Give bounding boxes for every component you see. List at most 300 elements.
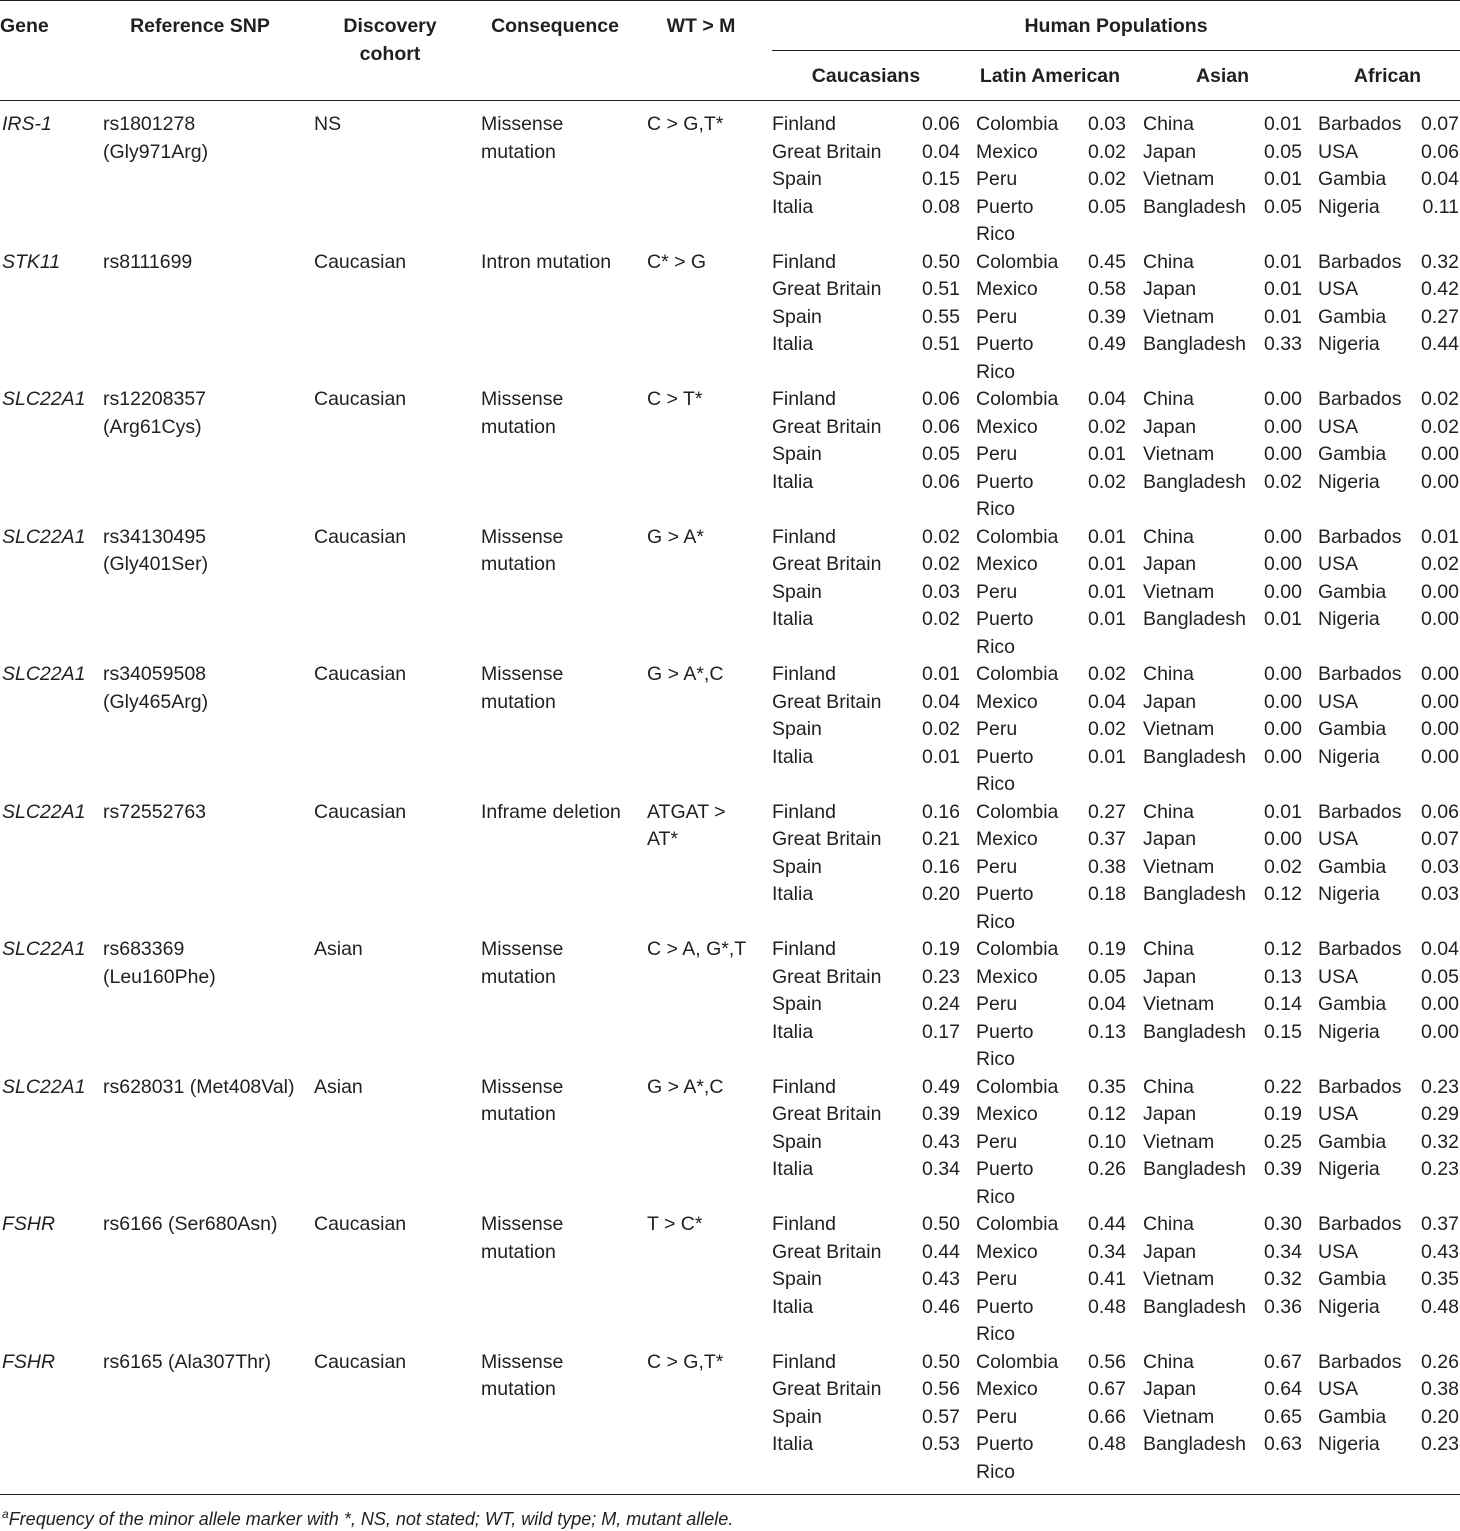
- frequency-latin-american: 0.49: [1088, 333, 1126, 355]
- frequency-asian: 0.12: [1264, 938, 1302, 960]
- frequency-latin-american: 0.67: [1088, 1378, 1126, 1400]
- country-asian: Vietnam: [1143, 168, 1215, 190]
- header-populations: Human Populations: [1024, 15, 1208, 37]
- frequency-latin-american: 0.05: [1088, 965, 1126, 988]
- country-asian: Bangladesh: [1143, 745, 1247, 768]
- country-asian: Bangladesh: [1143, 1158, 1247, 1180]
- frequency-asian: 0.05: [1264, 195, 1302, 218]
- frequency-caucasians: 0.17: [922, 1020, 960, 1043]
- frequency-caucasians: 0.53: [922, 1433, 960, 1455]
- frequency-asian: 0.02: [1264, 470, 1302, 493]
- frequency-african: 0.27: [1421, 305, 1459, 328]
- snp-cell: rs6165 (Ala307Thr): [103, 1350, 271, 1373]
- frequency-caucasians: 0.19: [922, 938, 960, 960]
- country-caucasians: Great Britain: [772, 690, 882, 713]
- frequency-latin-american: 0.02: [1088, 168, 1126, 190]
- frequency-caucasians: 0.51: [922, 333, 960, 355]
- frequency-latin-american: 0.37: [1088, 828, 1126, 850]
- consequence-cell: mutation: [481, 553, 556, 575]
- country-caucasians: Italia: [772, 883, 814, 905]
- frequency-latin-american: 0.02: [1088, 415, 1126, 438]
- country-asian: Japan: [1143, 965, 1197, 988]
- frequency-caucasians: 0.24: [922, 993, 960, 1015]
- country-latin-american: Puerto Rico: [976, 1020, 1034, 1070]
- frequency-latin-american: 0.01: [1088, 580, 1126, 603]
- gene-cell: STK11: [2, 250, 61, 273]
- frequency-asian: 0.00: [1264, 443, 1302, 465]
- country-asian: Vietnam: [1143, 580, 1215, 603]
- frequency-african: 0.48: [1421, 1295, 1459, 1318]
- country-caucasians: Finland: [772, 525, 836, 548]
- frequency-african: 0.00: [1421, 580, 1459, 603]
- country-african: Nigeria: [1318, 1295, 1380, 1318]
- frequency-african: 0.23: [1421, 1158, 1459, 1180]
- gene-cell: FSHR: [2, 1350, 56, 1373]
- frequency-latin-american: 0.01: [1088, 608, 1126, 630]
- frequency-caucasians: 0.44: [922, 1240, 960, 1263]
- frequency-african: 0.44: [1421, 333, 1459, 355]
- gene-cell: FSHR: [2, 1213, 56, 1235]
- country-latin-american: Peru: [976, 1405, 1018, 1428]
- header-wtm: WT > M: [666, 15, 736, 37]
- country-latin-american: Puerto Rico: [976, 883, 1034, 933]
- consequence-cell: Missense: [481, 388, 564, 410]
- country-latin-american: Puerto Rico: [976, 745, 1034, 795]
- country-latin-american: Puerto Rico: [976, 195, 1034, 245]
- frequency-asian: 0.00: [1264, 415, 1302, 438]
- gene-cell: SLC22A1: [2, 938, 86, 960]
- country-caucasians: Great Britain: [772, 965, 882, 988]
- frequency-latin-american: 0.41: [1088, 1268, 1126, 1290]
- gene-cell: SLC22A1: [2, 663, 86, 685]
- frequency-caucasians: 0.46: [922, 1295, 960, 1318]
- frequency-asian: 0.02: [1264, 855, 1302, 878]
- cohort-cell: Caucasian: [314, 1350, 407, 1373]
- frequency-asian: 0.01: [1264, 250, 1302, 273]
- frequency-latin-american: 0.02: [1088, 470, 1126, 493]
- frequency-caucasians: 0.50: [922, 250, 960, 273]
- country-latin-american: Mexico: [976, 965, 1038, 988]
- frequency-asian: 0.01: [1264, 800, 1302, 823]
- frequency-caucasians: 0.01: [922, 745, 960, 768]
- country-latin-american: Puerto Rico: [976, 333, 1034, 383]
- consequence-cell: mutation: [481, 690, 556, 713]
- country-asian: Japan: [1143, 1378, 1197, 1400]
- wt-m-cell: C > A, G*,T: [647, 938, 747, 960]
- frequency-caucasians: 0.04: [922, 140, 960, 163]
- consequence-cell: mutation: [481, 1378, 556, 1400]
- frequency-asian: 0.00: [1264, 580, 1302, 603]
- country-latin-american: Mexico: [976, 1378, 1038, 1400]
- frequency-asian: 0.13: [1264, 965, 1302, 988]
- snp-cell: rs6166 (Ser680Asn): [103, 1213, 278, 1235]
- country-asian: Vietnam: [1143, 855, 1215, 878]
- country-latin-american: Colombia: [976, 1075, 1059, 1098]
- frequency-african: 0.00: [1421, 470, 1459, 493]
- country-caucasians: Great Britain: [772, 415, 882, 438]
- frequency-african: 0.07: [1421, 828, 1459, 850]
- frequency-latin-american: 0.02: [1088, 718, 1126, 740]
- frequency-asian: 0.01: [1264, 305, 1302, 328]
- frequency-latin-american: 0.13: [1088, 1020, 1126, 1043]
- consequence-cell: mutation: [481, 965, 556, 988]
- header-group-caucasians: Caucasians: [811, 65, 921, 87]
- country-caucasians: Italia: [772, 1020, 814, 1043]
- frequency-african: 0.43: [1421, 1240, 1459, 1263]
- country-african: USA: [1318, 278, 1359, 300]
- frequency-asian: 0.01: [1264, 168, 1302, 190]
- snp-cell: (Gly465Arg): [103, 690, 209, 713]
- frequency-caucasians: 0.02: [922, 525, 960, 548]
- frequency-african: 0.00: [1421, 690, 1459, 713]
- frequency-african: 0.00: [1421, 993, 1459, 1015]
- gene-cell: SLC22A1: [2, 388, 86, 410]
- frequency-asian: 0.15: [1264, 1020, 1302, 1043]
- frequency-asian: 0.30: [1264, 1213, 1302, 1235]
- country-caucasians: Finland: [772, 1350, 836, 1373]
- country-asian: China: [1143, 113, 1194, 135]
- frequency-asian: 0.00: [1264, 525, 1302, 548]
- country-latin-american: Mexico: [976, 553, 1038, 575]
- snp-cell: rs628031 (Met408Val): [103, 1075, 295, 1098]
- frequency-asian: 0.00: [1264, 690, 1302, 713]
- frequency-caucasians: 0.16: [922, 800, 960, 823]
- frequency-asian: 0.22: [1264, 1075, 1302, 1098]
- country-african: USA: [1318, 965, 1359, 988]
- country-caucasians: Great Britain: [772, 1103, 882, 1125]
- country-asian: China: [1143, 250, 1194, 273]
- frequency-asian: 0.33: [1264, 333, 1302, 355]
- wt-m-cell: ATGAT >: [647, 800, 726, 823]
- country-latin-american: Colombia: [976, 113, 1059, 135]
- frequency-caucasians: 0.43: [922, 1130, 960, 1153]
- wt-m-cell: AT*: [647, 828, 679, 850]
- country-asian: China: [1143, 938, 1194, 960]
- frequency-asian: 0.19: [1264, 1103, 1302, 1125]
- frequency-asian: 0.00: [1264, 663, 1302, 685]
- frequency-african: 0.35: [1421, 1268, 1459, 1290]
- country-african: Nigeria: [1318, 883, 1380, 905]
- frequency-caucasians: 0.20: [922, 883, 960, 905]
- bottom-rule: [0, 1494, 1460, 1495]
- wt-m-cell: C > T*: [647, 388, 703, 410]
- country-latin-american: Mexico: [976, 278, 1038, 300]
- frequency-african: 0.04: [1421, 938, 1459, 960]
- frequency-african: 0.00: [1421, 443, 1459, 465]
- frequency-caucasians: 0.51: [922, 278, 960, 300]
- footnote-text: Frequency of the minor allele marker with *, NS, not stated; WT, wild type; M, mutant allele.: [8, 1509, 734, 1529]
- consequence-cell: mutation: [481, 1240, 556, 1263]
- frequency-latin-american: 0.66: [1088, 1405, 1126, 1428]
- country-caucasians: Finland: [772, 800, 836, 823]
- frequency-african: 0.06: [1421, 140, 1459, 163]
- frequency-caucasians: 0.04: [922, 690, 960, 713]
- country-latin-american: Peru: [976, 1130, 1018, 1153]
- consequence-cell: mutation: [481, 415, 556, 438]
- frequency-latin-american: 0.01: [1088, 745, 1126, 768]
- country-caucasians: Spain: [772, 305, 822, 328]
- top-rule: [0, 0, 1460, 1]
- country-african: Gambia: [1318, 855, 1387, 878]
- country-african: Barbados: [1318, 938, 1402, 960]
- frequency-caucasians: 0.15: [922, 168, 960, 190]
- country-african: Barbados: [1318, 525, 1402, 548]
- header-consequence: Consequence: [491, 15, 619, 37]
- frequency-african: 0.38: [1421, 1378, 1459, 1400]
- header-snp: Reference SNP: [130, 15, 270, 37]
- frequency-african: 0.00: [1421, 745, 1459, 768]
- country-african: Barbados: [1318, 1350, 1402, 1373]
- frequency-caucasians: 0.06: [922, 113, 960, 135]
- frequency-latin-american: 0.48: [1088, 1433, 1126, 1455]
- country-latin-american: Puerto Rico: [976, 470, 1034, 520]
- cohort-cell: Caucasian: [314, 663, 407, 685]
- country-african: USA: [1318, 1378, 1359, 1400]
- frequency-african: 0.00: [1421, 608, 1459, 630]
- frequency-asian: 0.00: [1264, 828, 1302, 850]
- country-african: Gambia: [1318, 443, 1387, 465]
- header-group-asian: Asian: [1195, 65, 1250, 87]
- cohort-cell: Asian: [314, 1075, 363, 1098]
- country-african: Barbados: [1318, 1075, 1402, 1098]
- snp-cell: rs72552763: [103, 800, 207, 823]
- country-latin-american: Colombia: [976, 250, 1059, 273]
- frequency-latin-american: 0.05: [1088, 195, 1126, 218]
- frequency-asian: 0.67: [1264, 1350, 1302, 1373]
- snp-cell: rs1801278: [103, 113, 196, 135]
- country-caucasians: Finland: [772, 1213, 836, 1235]
- country-african: USA: [1318, 553, 1359, 575]
- country-african: USA: [1318, 828, 1359, 850]
- frequency-caucasians: 0.05: [922, 443, 960, 465]
- country-latin-american: Puerto Rico: [976, 1295, 1034, 1345]
- consequence-cell: Missense: [481, 938, 564, 960]
- frequency-asian: 0.36: [1264, 1295, 1302, 1318]
- header-gene: Gene: [0, 15, 49, 37]
- wt-m-cell: G > A*,C: [647, 1075, 724, 1098]
- country-caucasians: Italia: [772, 470, 814, 493]
- frequency-african: 0.05: [1421, 965, 1459, 988]
- cohort-cell: Caucasian: [314, 250, 407, 273]
- snp-cell: rs683369: [103, 938, 185, 960]
- country-caucasians: Spain: [772, 168, 822, 190]
- frequency-caucasians: 0.06: [922, 470, 960, 493]
- frequency-african: 0.11: [1422, 195, 1459, 218]
- frequency-latin-american: 0.02: [1088, 140, 1126, 163]
- frequency-african: 0.02: [1421, 415, 1459, 438]
- frequency-latin-american: 0.04: [1088, 690, 1126, 713]
- country-caucasians: Spain: [772, 718, 822, 740]
- country-african: Gambia: [1318, 1268, 1387, 1290]
- country-african: Barbados: [1318, 800, 1402, 823]
- frequency-african: 0.23: [1421, 1075, 1459, 1098]
- country-caucasians: Great Britain: [772, 278, 882, 300]
- snp-cell: (Gly971Arg): [103, 140, 209, 163]
- frequency-caucasians: 0.16: [922, 855, 960, 878]
- country-asian: Vietnam: [1143, 993, 1215, 1015]
- frequency-asian: 0.12: [1264, 883, 1302, 905]
- country-latin-american: Peru: [976, 580, 1018, 603]
- frequency-caucasians: 0.06: [922, 388, 960, 410]
- country-african: Gambia: [1318, 718, 1387, 740]
- country-asian: Vietnam: [1143, 1130, 1215, 1153]
- frequency-asian: 0.01: [1264, 113, 1302, 135]
- frequency-asian: 0.00: [1264, 745, 1302, 768]
- consequence-cell: Missense: [481, 663, 564, 685]
- snp-cell: (Arg61Cys): [103, 415, 202, 438]
- country-asian: Japan: [1143, 828, 1197, 850]
- populations-rule: [772, 50, 1460, 51]
- frequency-latin-american: 0.56: [1088, 1350, 1126, 1373]
- country-african: Nigeria: [1318, 470, 1380, 493]
- frequency-african: 0.07: [1421, 113, 1459, 135]
- frequency-asian: 0.39: [1264, 1158, 1302, 1180]
- frequency-latin-american: 0.01: [1088, 525, 1126, 548]
- gene-cell: SLC22A1: [2, 800, 86, 823]
- country-caucasians: Finland: [772, 663, 836, 685]
- country-latin-american: Mexico: [976, 690, 1038, 713]
- country-caucasians: Finland: [772, 250, 836, 273]
- country-asian: Japan: [1143, 1103, 1197, 1125]
- frequency-asian: 0.01: [1264, 278, 1302, 300]
- frequency-latin-american: 0.27: [1088, 800, 1126, 823]
- country-caucasians: Great Britain: [772, 1378, 882, 1400]
- frequency-african: 0.26: [1421, 1350, 1459, 1373]
- country-african: Barbados: [1318, 113, 1402, 135]
- frequency-caucasians: 0.50: [922, 1350, 960, 1373]
- country-caucasians: Italia: [772, 1433, 814, 1455]
- country-latin-american: Colombia: [976, 800, 1059, 823]
- country-latin-american: Puerto Rico: [976, 608, 1034, 658]
- wt-m-cell: G > A*,C: [647, 663, 724, 685]
- country-asian: Bangladesh: [1143, 470, 1247, 493]
- country-african: USA: [1318, 1103, 1359, 1125]
- consequence-cell: Missense: [481, 113, 564, 135]
- frequency-latin-american: 0.38: [1088, 855, 1126, 878]
- frequency-caucasians: 0.06: [922, 415, 960, 438]
- frequency-latin-american: 0.02: [1088, 663, 1126, 685]
- frequency-asian: 0.25: [1264, 1130, 1302, 1153]
- country-asian: Bangladesh: [1143, 608, 1247, 630]
- frequency-asian: 0.00: [1264, 718, 1302, 740]
- frequency-latin-american: 0.45: [1088, 250, 1126, 273]
- snp-cell: rs34130495: [103, 525, 207, 548]
- country-african: Gambia: [1318, 993, 1387, 1015]
- header-rule: [0, 100, 1460, 101]
- country-asian: Vietnam: [1143, 305, 1215, 328]
- frequency-latin-american: 0.39: [1088, 305, 1126, 328]
- country-caucasians: Italia: [772, 608, 814, 630]
- country-asian: Japan: [1143, 140, 1197, 163]
- country-african: Barbados: [1318, 663, 1402, 685]
- frequency-asian: 0.64: [1264, 1378, 1302, 1400]
- frequency-caucasians: 0.02: [922, 608, 960, 630]
- country-latin-american: Peru: [976, 855, 1018, 878]
- country-asian: Japan: [1143, 690, 1197, 713]
- frequency-caucasians: 0.43: [922, 1268, 960, 1290]
- wt-m-cell: G > A*: [647, 525, 704, 548]
- country-latin-american: Peru: [976, 168, 1018, 190]
- frequency-latin-american: 0.26: [1088, 1158, 1126, 1180]
- wt-m-cell: C* > G: [647, 250, 707, 273]
- header-cohort-line1: Discovery: [343, 15, 437, 37]
- frequency-asian: 0.63: [1264, 1433, 1302, 1455]
- country-african: USA: [1318, 140, 1359, 163]
- frequency-caucasians: 0.55: [922, 305, 960, 328]
- country-asian: China: [1143, 1350, 1194, 1373]
- country-asian: Vietnam: [1143, 718, 1215, 740]
- frequency-caucasians: 0.34: [922, 1158, 960, 1180]
- country-asian: Vietnam: [1143, 1268, 1215, 1290]
- country-african: Nigeria: [1318, 745, 1380, 768]
- frequency-caucasians: 0.39: [922, 1103, 960, 1125]
- country-latin-american: Mexico: [976, 1240, 1038, 1263]
- frequency-african: 0.03: [1421, 855, 1459, 878]
- header-group-latin-american: Latin American: [979, 65, 1121, 87]
- country-asian: China: [1143, 388, 1194, 410]
- country-caucasians: Italia: [772, 195, 814, 218]
- frequency-african: 0.32: [1421, 1130, 1459, 1153]
- country-latin-american: Puerto Rico: [976, 1433, 1034, 1483]
- frequency-caucasians: 0.08: [922, 195, 960, 218]
- country-caucasians: Italia: [772, 745, 814, 768]
- frequency-african: 0.02: [1421, 388, 1459, 410]
- frequency-african: 0.03: [1421, 883, 1459, 905]
- country-asian: China: [1143, 1075, 1194, 1098]
- country-caucasians: Italia: [772, 1295, 814, 1318]
- country-caucasians: Italia: [772, 333, 814, 355]
- snp-cell: rs8111699: [103, 250, 193, 273]
- frequency-latin-american: 0.19: [1088, 938, 1126, 960]
- country-african: Nigeria: [1318, 1433, 1380, 1455]
- country-african: Nigeria: [1318, 333, 1380, 355]
- gene-cell: IRS-1: [2, 113, 52, 135]
- country-latin-american: Mexico: [976, 140, 1038, 163]
- country-asian: Bangladesh: [1143, 1020, 1247, 1043]
- cohort-cell: Asian: [314, 938, 363, 960]
- frequency-caucasians: 0.03: [922, 580, 960, 603]
- country-african: USA: [1318, 415, 1359, 438]
- cohort-cell: NS: [314, 113, 342, 135]
- consequence-cell: Intron mutation: [481, 250, 612, 273]
- country-asian: Japan: [1143, 278, 1197, 300]
- country-caucasians: Finland: [772, 113, 836, 135]
- country-african: USA: [1318, 1240, 1359, 1263]
- footnote-marker: a: [2, 1507, 9, 1521]
- country-african: Gambia: [1318, 1405, 1387, 1428]
- consequence-cell: mutation: [481, 140, 556, 163]
- country-african: Gambia: [1318, 580, 1387, 603]
- wt-m-cell: C > G,T*: [647, 113, 724, 135]
- country-caucasians: Spain: [772, 993, 822, 1015]
- consequence-cell: mutation: [481, 1103, 556, 1125]
- frequency-latin-american: 0.34: [1088, 1240, 1126, 1263]
- country-asian: Vietnam: [1143, 1405, 1215, 1428]
- country-latin-american: Peru: [976, 305, 1018, 328]
- consequence-cell: Inframe deletion: [481, 800, 621, 823]
- header-cohort-line2: cohort: [359, 42, 421, 65]
- frequency-caucasians: 0.01: [922, 663, 960, 685]
- country-caucasians: Spain: [772, 1405, 822, 1428]
- frequency-latin-american: 0.44: [1088, 1213, 1126, 1235]
- country-african: Barbados: [1318, 1213, 1402, 1235]
- country-african: USA: [1318, 690, 1359, 713]
- country-latin-american: Mexico: [976, 828, 1038, 850]
- country-african: Barbados: [1318, 250, 1402, 273]
- country-african: Nigeria: [1318, 1020, 1380, 1043]
- frequency-caucasians: 0.57: [922, 1405, 960, 1428]
- gene-cell: SLC22A1: [2, 525, 86, 548]
